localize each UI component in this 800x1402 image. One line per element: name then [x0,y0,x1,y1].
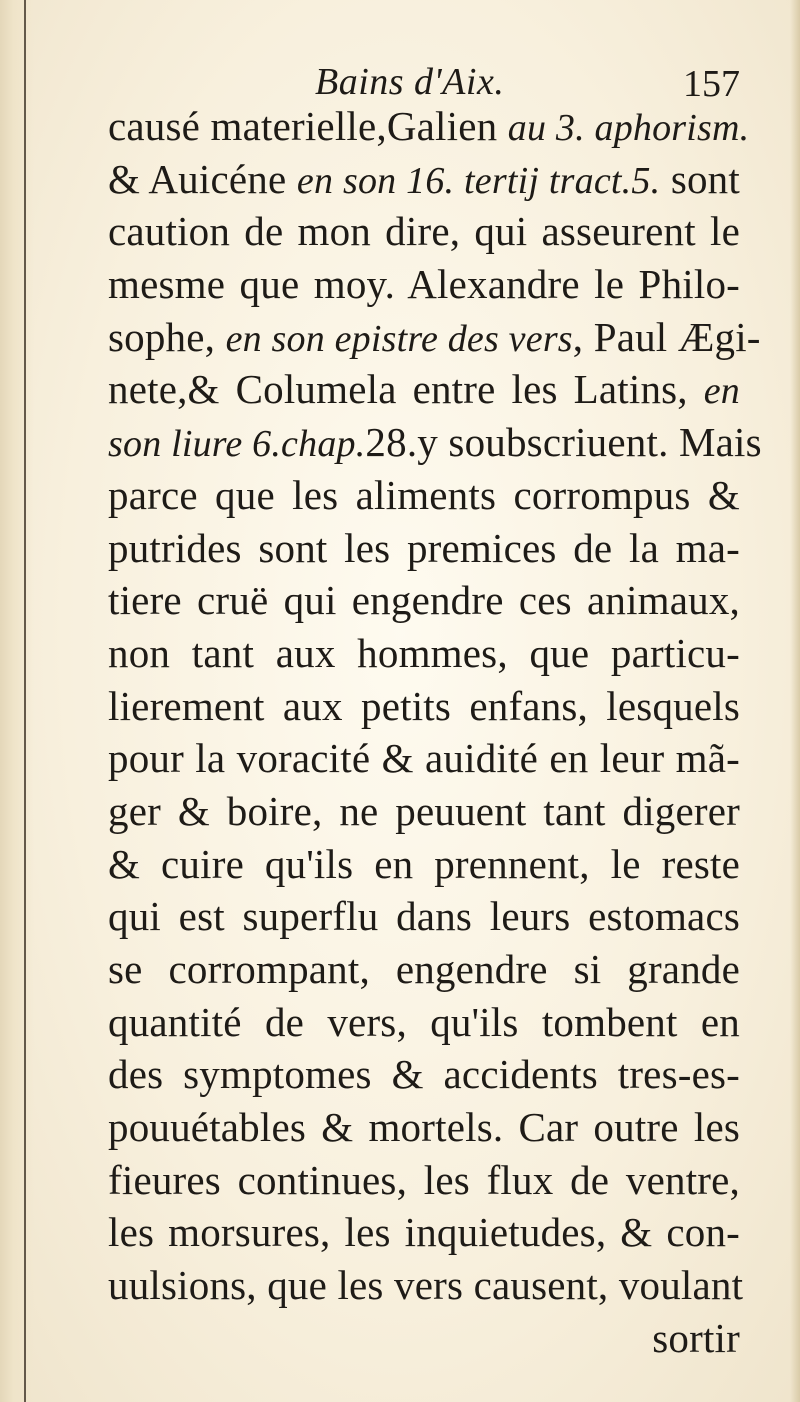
text-line [108,1101,740,1154]
text-segment: sont [660,155,740,202]
text-line [108,416,762,469]
text-segment: putrides sont les premices de la ma- [108,524,740,571]
running-head: Bains d'Aix. [315,61,505,103]
text-line [108,574,740,627]
text-segment: tiere cruë qui engendre ces animaux, [108,577,740,624]
text-segment: des symptomes & accidents tres-es- [108,1051,740,1098]
text-line [108,1154,740,1207]
text-line [108,838,740,891]
page-gutter [0,0,34,1402]
text-line [108,1048,740,1101]
text-line [108,1206,740,1259]
text-line [108,363,740,416]
text-line [108,996,740,1049]
text-segment: pour la voracité & auidité en leur mã- [108,735,740,782]
text-line [108,522,740,575]
text-line [108,890,740,943]
text-segment: mesme que moy. Alexandre le Philo- [108,261,740,308]
text-segment: se corrompant, engendre si grande [108,946,740,992]
text-line [108,627,740,680]
text-segment: caution de mon dire, qui asseurent le [108,208,740,255]
italic-reference: en son 16. tertij tract.5. [296,159,661,202]
text-segment: les morsures, les inquietudes, & con- [108,1209,740,1256]
text-segment: sophe, [108,313,226,360]
text-segment: uulsions, que les vers causent, voulant [108,1262,744,1309]
page-right-edge [790,0,800,1402]
text-segment: , Paul Ægi- [572,313,761,360]
italic-reference: son liure 6.chap. [108,423,366,466]
text-segment: parce que les aliments corrompus & [108,471,740,518]
text-line [108,943,740,996]
text-line [108,469,740,522]
text-segment: 28.y soubscriuent. Mais [365,419,762,466]
text-segment: & cuire qu'ils en prennent, le reste [108,840,740,887]
page-number: 157 [683,63,740,105]
body-text [108,100,762,1365]
text-segment: non tant aux hommes, que particu- [108,629,740,676]
text-line [108,1312,740,1365]
text-segment: lierement aux petits enfans, lesquels [108,682,740,729]
page-edge-line [24,0,26,1402]
text-segment: fieures continues, les flux de ventre, [108,1156,740,1203]
italic-reference: en son epistre des vers [225,317,573,360]
text-line [108,153,740,206]
text-line [108,311,761,364]
italic-reference: au 3. aphorism. [507,107,750,149]
text-segment: qui est superflu dans leurs estomacs [108,893,740,940]
text-segment: & Auicéne [108,155,297,202]
text-line [108,785,740,838]
text-line [108,100,750,153]
italic-reference: en [703,370,740,413]
text-line [108,205,740,258]
text-line [108,1259,744,1312]
text-segment: causé materielle,Galien [108,103,508,149]
text-line [108,680,740,733]
text-segment: sortir [652,1314,740,1361]
text-segment: nete,& Columela entre les Latins, [108,366,704,413]
text-line [108,732,740,785]
text-segment: quantité de vers, qu'ils tombent en [108,998,740,1045]
text-segment: ger & boire, ne peuuent tant digerer [108,787,740,834]
text-segment: pouuétables & mortels. Car outre les [108,1104,740,1151]
text-line [108,258,740,311]
